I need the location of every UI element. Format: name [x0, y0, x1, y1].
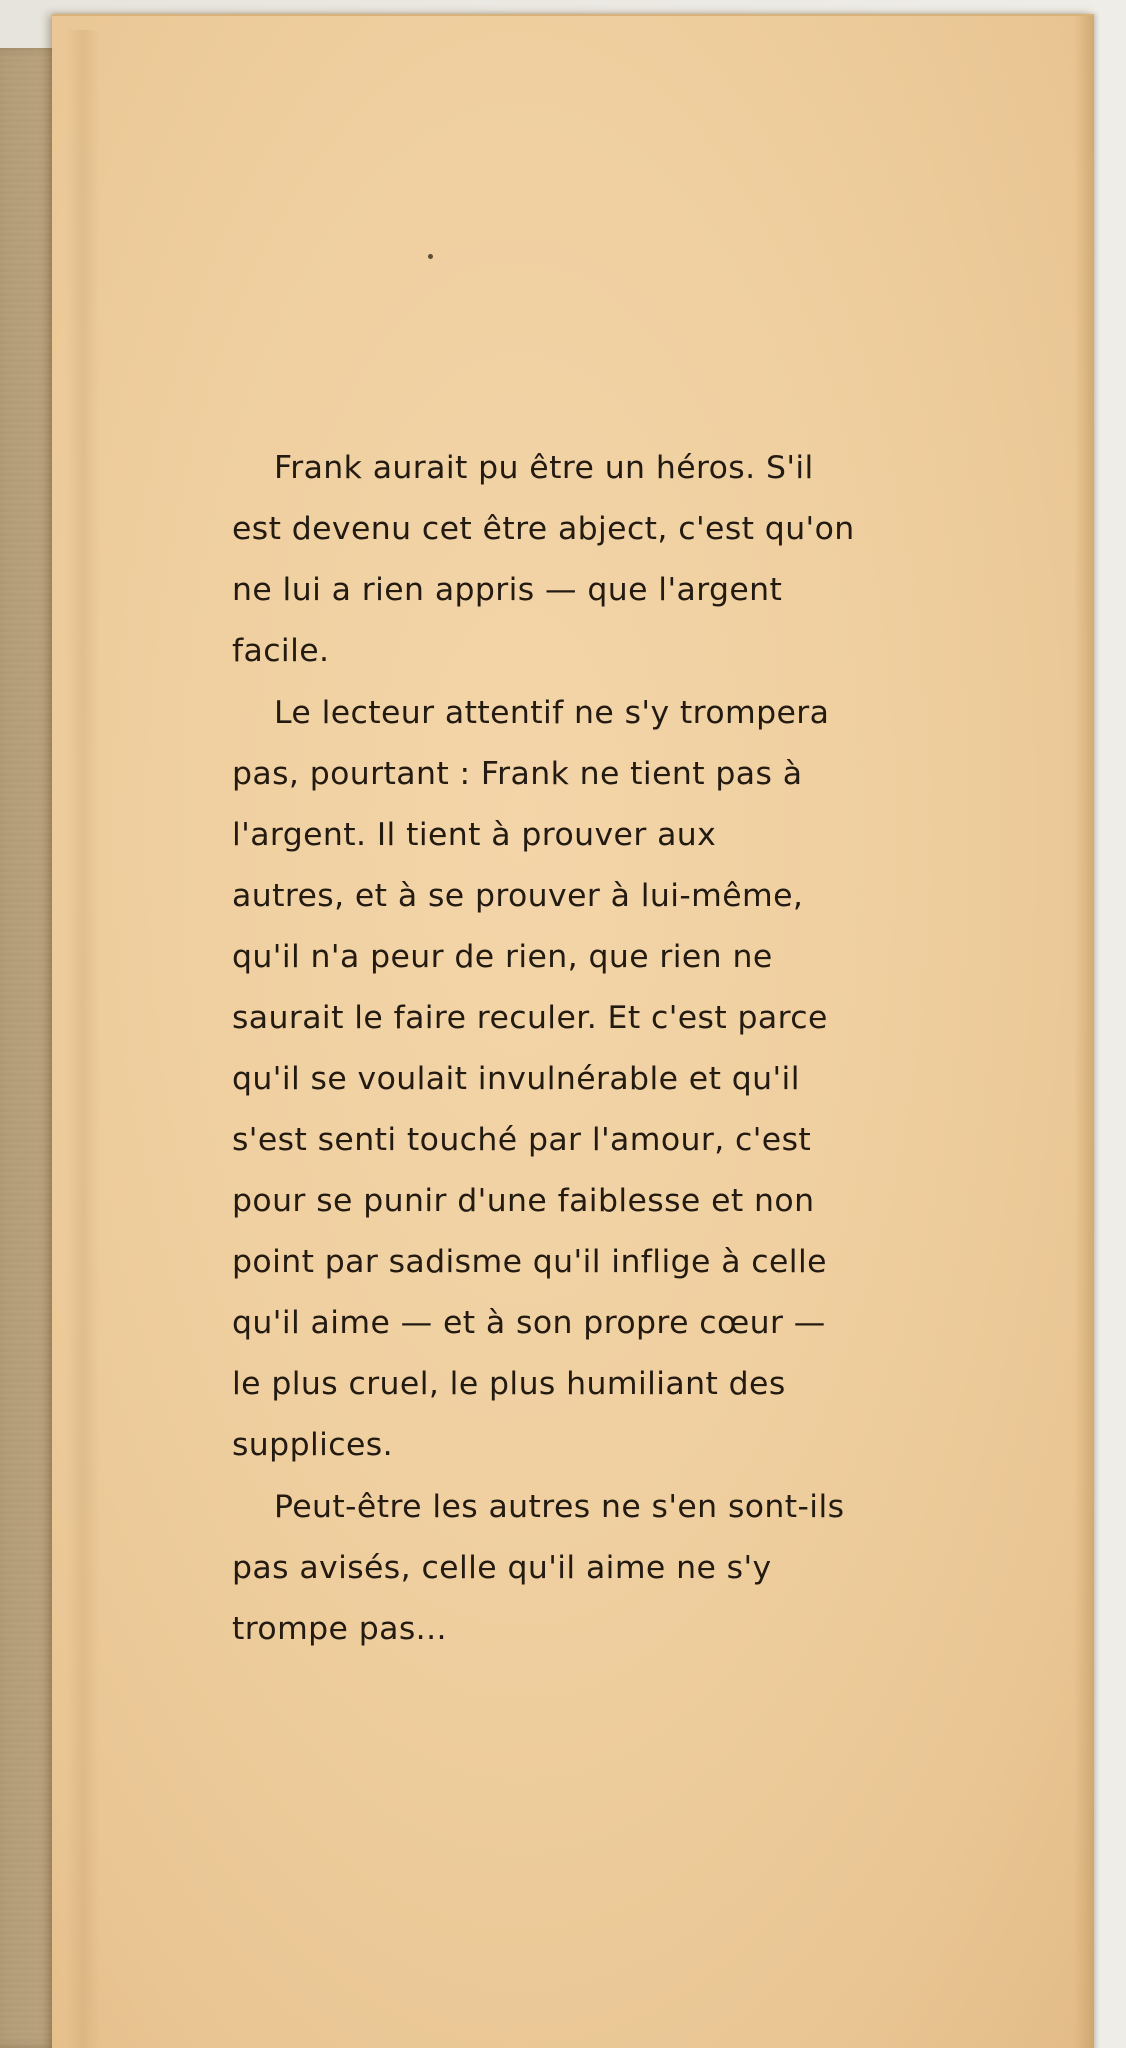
ink-speck	[428, 254, 433, 259]
text-line: l'argent. Il tient à prouver aux	[232, 817, 717, 853]
text-line: pas avisés, celle qu'il aime ne s'y	[232, 1550, 772, 1586]
text-line: saurait le faire reculer. Et c'est parce	[232, 1000, 828, 1036]
paragraph-1	[232, 438, 912, 682]
text-line: le plus cruel, le plus humiliant des	[232, 1366, 786, 1402]
blurb-text	[232, 438, 912, 1661]
text-line: autres, et à se prouver à lui-même,	[232, 878, 804, 914]
text-line: Le lecteur attentif ne s'y trompera	[274, 695, 830, 731]
text-line: facile.	[232, 633, 330, 669]
text-line: supplices.	[232, 1427, 393, 1463]
text-line: pour se punir d'une faiblesse et non	[232, 1183, 815, 1219]
paragraph-3	[232, 1477, 912, 1660]
text-line: pas, pourtant : Frank ne tient pas à	[232, 756, 803, 792]
text-line: est devenu cet être abject, c'est qu'on	[232, 511, 855, 547]
text-line: ne lui a rien appris — que l'argent	[232, 572, 783, 608]
text-line: s'est senti touché par l'amour, c'est	[232, 1122, 812, 1158]
text-line: Frank aurait pu être un héros. S'il	[274, 450, 814, 486]
text-line: qu'il aime — et à son propre cœur —	[232, 1305, 826, 1341]
text-line: qu'il se voulait invulnérable et qu'il	[232, 1061, 800, 1097]
text-line: point par sadisme qu'il inflige à celle	[232, 1244, 827, 1280]
page-edge-shadow	[1074, 16, 1094, 2048]
page-fold	[66, 30, 100, 2048]
text-line: qu'il n'a peur de rien, que rien ne	[232, 939, 773, 975]
text-line: Peut-être les autres ne s'en sont-ils	[274, 1489, 845, 1525]
text-line: trompe pas...	[232, 1611, 447, 1647]
paragraph-2	[232, 683, 912, 1476]
